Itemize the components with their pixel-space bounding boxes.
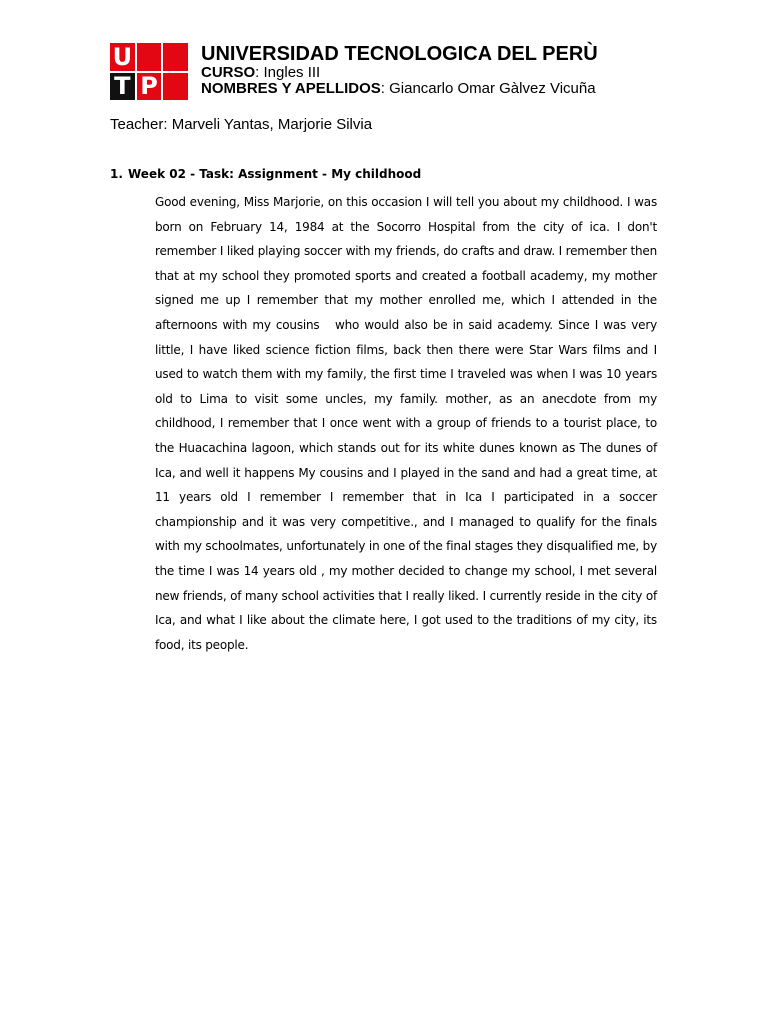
logo-letter-u: U bbox=[110, 43, 135, 71]
logo-letter-t: T bbox=[110, 73, 135, 101]
course-label: CURSO bbox=[201, 64, 256, 81]
logo-letter-p: P bbox=[137, 73, 162, 101]
student-name-value: : Giancarlo Omar Gàlvez Vicuña bbox=[380, 80, 596, 97]
document-header bbox=[201, 43, 598, 97]
logo-block-red bbox=[163, 43, 188, 71]
logo-block-red bbox=[137, 43, 162, 71]
course-value: : Ingles III bbox=[255, 64, 321, 81]
course-line bbox=[201, 65, 598, 81]
utp-logo bbox=[110, 43, 188, 100]
task-title: Week 02 - Task: Assignment - My childhood bbox=[128, 167, 422, 181]
student-name-label: NOMBRES Y APELLIDOS bbox=[201, 80, 381, 97]
task-heading bbox=[110, 166, 421, 182]
task-number: 1. bbox=[110, 167, 123, 181]
teacher-line: Teacher: Marveli Yantas, Marjorie Silvia bbox=[110, 116, 373, 133]
student-name-line bbox=[201, 81, 598, 97]
logo-block-red bbox=[163, 73, 188, 101]
task-body-paragraph: Good evening, Miss Marjorie, on this occasion I will tell you about my childhood. I was born on February 14, 1984 at the Socorro Hospital from the city of ica. I don't remember I liked playing soccer with my friends, do crafts and draw. I remember then that at my school they promoted sports and created a football academy, my mother signed me up I remember that my mother enrolled me, which I attended in the afternoons with my cousins who would also be in said academy. Since I was very little, I have liked science fiction films, back then there were Star Wars films and I used to watch them with my family, the first time I traveled was when I was 10 years old to Lima to visit some uncles, my family. mother, as an anecdote from my childhood, I remember that I once went with a group of friends to a tourist place, to the Huacachina lagoon, which stands out for its white dunes known as The dunes of Ica, and well it happens My cousins and I played in the sand and had a great time, at 11 years old I remember I remember that in Ica I participated in a soccer championship and it was very competitive., and I managed to qualify for the finals with my schoolmates, unfortunately in one of the final stages they disqualified me, by the time I was 14 years old , my mother decided to change my school, I met several new friends, of many school activities that I really liked. I currently reside in the city of Ica, and what I like about the climate here, I got used to the traditions of my city, its food, its people. bbox=[155, 195, 661, 652]
university-title: UNIVERSIDAD TECNOLOGICA DEL PERÙ bbox=[201, 43, 598, 65]
